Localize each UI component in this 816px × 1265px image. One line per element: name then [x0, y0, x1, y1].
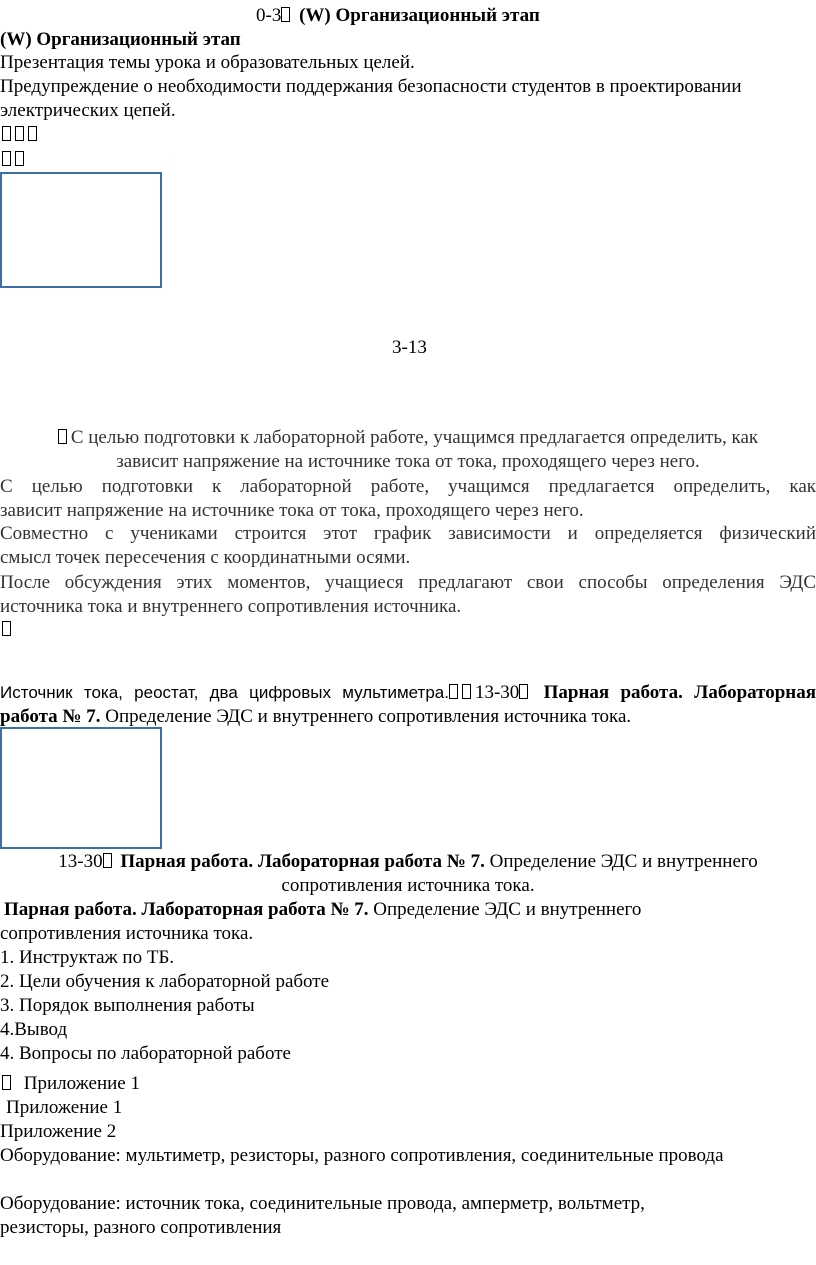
task-paragraph-2-line-1: Совместно с учениками строится этот график зависимости и определяется физический	[0, 523, 816, 544]
task-paragraph-1-line-2: зависит напряжение на источнике тока от тока, проходящего через него.	[0, 500, 584, 521]
equipment-list-2-line-1: Оборудование: источник тока, соединительные провода, амперметр, вольтметр,	[0, 1193, 645, 1214]
appendix-1: Приложение 1	[6, 1097, 123, 1118]
task-centered-line-1: С целью подготовки к лабораторной работе, учащимся предлагается определить, как	[0, 426, 816, 450]
equipment-list-text: Источник тока, реостат, два цифровых мультиметра.	[0, 683, 449, 702]
equipment-list-2-line-2: резисторы, разного сопротивления	[0, 1217, 282, 1238]
org-paragraph-2-line-2: электрических цепей.	[0, 100, 176, 121]
lab-centered-line-1: 13-30 Парная работа. Лабораторная работа № 7. Определение ЭДС и внутреннего	[58, 851, 758, 872]
lab-paragraph-line-2: сопротивления источника тока.	[0, 923, 254, 944]
equipment-list-1: Оборудование: мультиметр, резисторы, разного сопротивления, соединительные провода	[0, 1145, 724, 1166]
missing-glyphs-row-3	[2, 618, 15, 642]
missing-glyphs-row-1	[2, 123, 41, 147]
header-time: 0-3	[256, 5, 282, 26]
missing-glyph-icon	[519, 684, 528, 699]
image-placeholder-frame	[0, 727, 162, 849]
step-item: 2. Цели обучения к лабораторной работе	[0, 971, 330, 992]
image-placeholder-frame	[0, 172, 162, 288]
missing-glyph-icon	[28, 126, 37, 141]
lab-centered-line-2: сопротивления источника тока.	[281, 875, 535, 896]
missing-glyph-icon	[58, 429, 67, 444]
task-paragraph-3-line-2: источника тока и внутреннего сопротивления источника.	[0, 596, 462, 617]
equipment-lab-line	[0, 681, 816, 705]
missing-glyph-icon	[462, 684, 471, 699]
missing-glyph-icon	[281, 7, 290, 22]
missing-glyph-icon	[103, 853, 112, 868]
org-heading: (W) Организационный этап	[0, 29, 241, 50]
task-paragraph-1-line-1: С целью подготовки к лабораторной работе, учащимся предлагается определить, как	[0, 476, 816, 497]
lab-title-line-2: работа № 7. Определение ЭДС и внутреннего сопротивления источника тока.	[0, 706, 632, 727]
step-item: 4.Вывод	[0, 1019, 68, 1040]
org-paragraph-2-line-1: Предупреждение о необходимости поддержания безопасности студентов в проектировании	[0, 76, 742, 97]
step-item: 1. Инструктаж по ТБ.	[0, 947, 175, 968]
missing-glyph-icon	[449, 684, 458, 699]
missing-glyph-icon	[2, 1075, 11, 1090]
header-title: (W) Организационный этап	[299, 5, 540, 26]
task-paragraph-3-line-1: После обсуждения этих моментов, учащиеся предлагают свои способы определения ЭДС	[0, 572, 816, 593]
appendix-1-marked: Приложение 1	[2, 1072, 140, 1096]
appendix-2: Приложение 2	[0, 1121, 117, 1142]
task-paragraph-2-line-2: смысл точек пересечения с координатными осями.	[0, 547, 411, 568]
task-centered-line-2: зависит напряжение на источнике тока от тока, проходящего через него.	[116, 451, 700, 472]
lab-paragraph-line-1: Парная работа. Лабораторная работа № 7. Определение ЭДС и внутреннего	[4, 899, 642, 920]
missing-glyphs-row-2	[2, 148, 28, 172]
lab-time: 13-30	[474, 682, 520, 703]
missing-glyph-icon	[2, 621, 11, 636]
missing-glyph-icon	[15, 126, 24, 141]
missing-glyph-icon	[2, 151, 11, 166]
step-item: 3. Порядок выполнения работы	[0, 995, 255, 1016]
org-paragraph-1: Презентация темы урока и образовательных целей.	[0, 52, 415, 73]
header-line	[256, 4, 540, 28]
step-item: 4. Вопросы по лабораторной работе	[0, 1043, 291, 1064]
time-mark: 3-13	[392, 337, 427, 358]
missing-glyph-icon	[2, 126, 11, 141]
missing-glyph-icon	[15, 151, 24, 166]
lab-title-bold: Парная работа. Лабораторная	[543, 682, 816, 703]
